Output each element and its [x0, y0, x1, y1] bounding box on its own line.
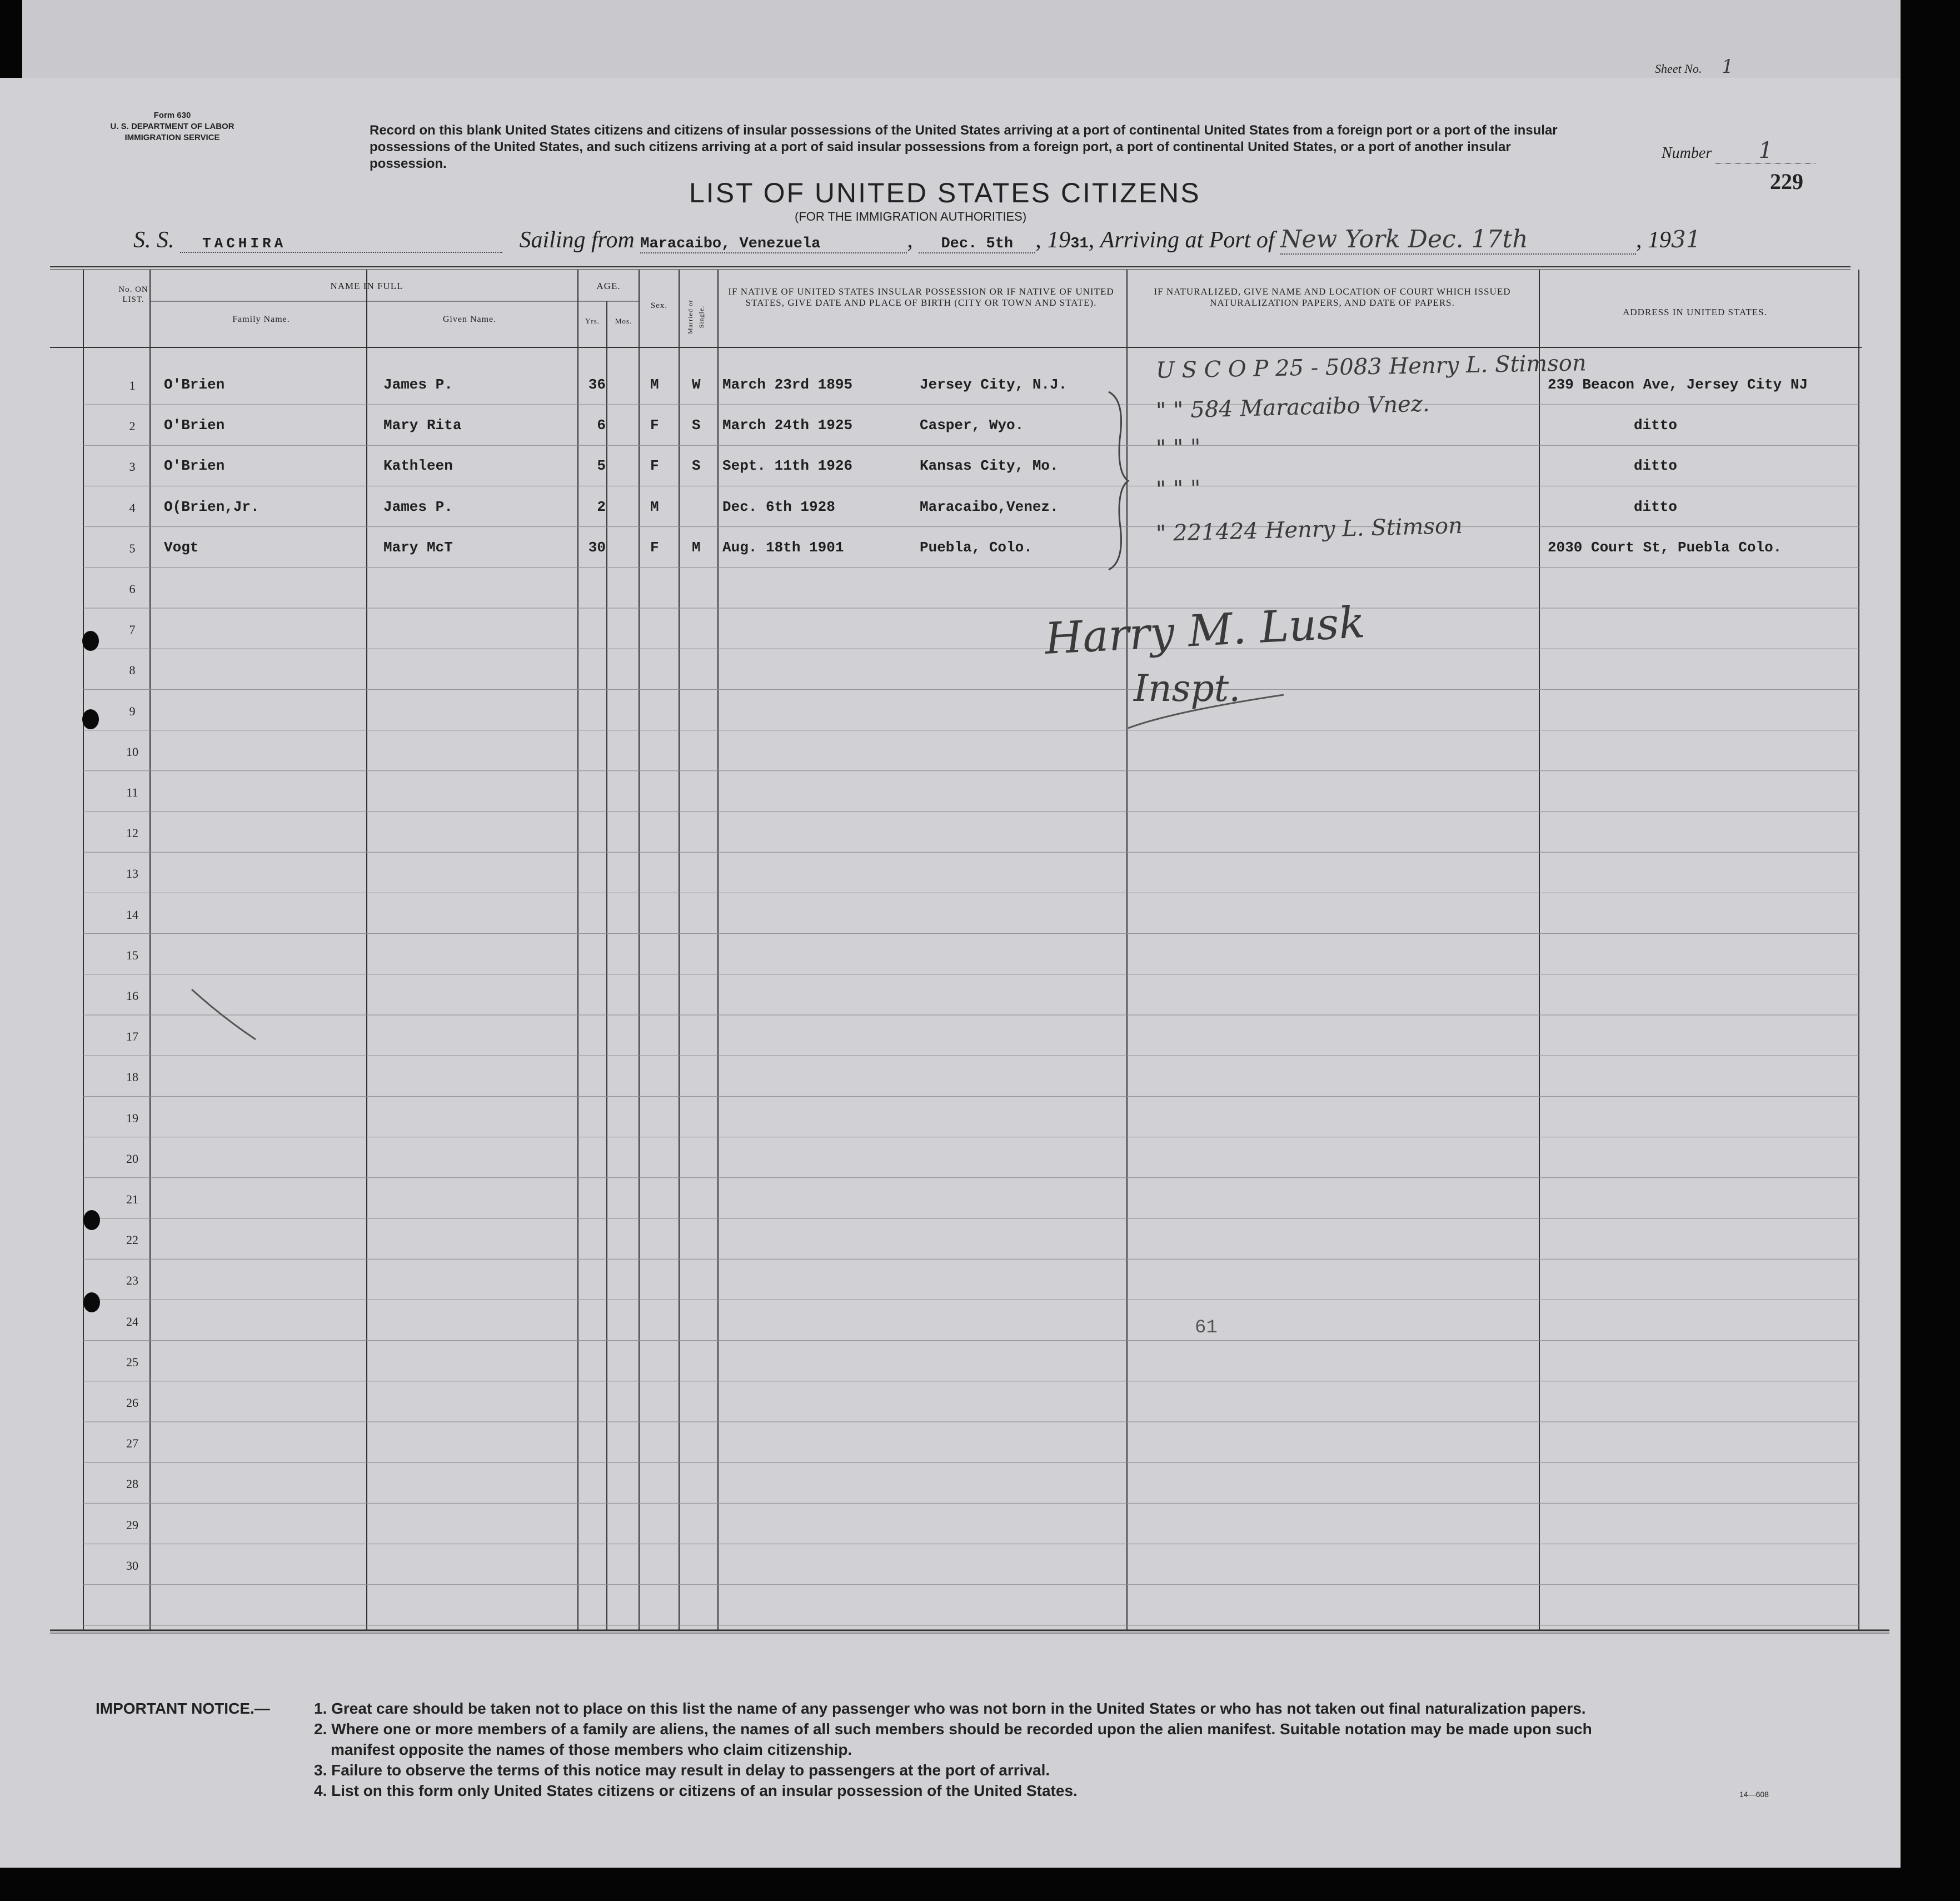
- cell-given-name: Mary Rita: [383, 417, 462, 434]
- cell-married-single: W: [692, 376, 701, 393]
- arr-year-suffix: 31: [1671, 226, 1701, 253]
- notice-item-4: 4. List on this form only United States citizens or citizens of an insular possession of the United States.: [314, 1782, 1078, 1799]
- cell-sex: F: [650, 457, 659, 475]
- ss-label: S. S.: [133, 227, 174, 253]
- row-number: 10: [126, 744, 138, 759]
- cell-family-name: O'Brien: [164, 417, 225, 434]
- cell-sex: M: [650, 498, 659, 515]
- inspector-signature: Harry M. Lusk: [1044, 597, 1366, 665]
- page-mark: 61: [1195, 1317, 1218, 1338]
- row-number: 12: [126, 826, 138, 840]
- sheet-label: [1655, 56, 1733, 78]
- sheet-label-text: Sheet No.: [1655, 62, 1702, 76]
- table-grid: [0, 78, 1901, 1868]
- cell-sex: F: [650, 417, 659, 434]
- stamp-number: 229: [1770, 169, 1803, 194]
- cell-family-name: O(Brien,Jr.: [164, 498, 260, 515]
- row-number: 13: [126, 867, 138, 881]
- cell-address: ditto: [1634, 498, 1678, 515]
- cell-sex: F: [650, 539, 659, 556]
- row-number: 2: [129, 419, 136, 434]
- punch-hole: [83, 1210, 100, 1230]
- signature-underline: [1123, 673, 1289, 739]
- row-number: 30: [126, 1558, 138, 1572]
- row-number: 14: [126, 907, 138, 922]
- cell-naturalization: " " ": [1155, 435, 1201, 462]
- row-number: 5: [129, 541, 136, 555]
- header-yrs: Yrs.: [585, 317, 600, 325]
- inspector-title: Inspt.: [1134, 667, 1241, 710]
- cell-birth-place: Kansas City, Mo.: [920, 457, 1059, 475]
- row-number: 24: [126, 1314, 138, 1328]
- cell-address: 2030 Court St, Puebla Colo.: [1548, 539, 1782, 556]
- cell-naturalization: " " 584 Maracaibo Vnez.: [1155, 391, 1430, 424]
- page-title: LIST OF UNITED STATES CITIZENS: [689, 177, 1201, 208]
- header-mos: Mos.: [615, 317, 632, 325]
- cell-given-name: Mary McT: [383, 539, 453, 556]
- row-number: 21: [126, 1192, 138, 1206]
- row-number: 16: [126, 989, 138, 1003]
- form-department: U. S. DEPARTMENT OF LABOR: [110, 122, 235, 131]
- sailing-from: Maracaibo, Venezuela: [640, 236, 907, 253]
- stray-pencil-mark: [189, 984, 267, 1045]
- cell-age-years: 2: [597, 498, 606, 515]
- row-number: 15: [126, 948, 138, 962]
- cell-family-name: Vogt: [164, 539, 199, 556]
- notice-item-3: 3. Failure to observe the terms of this notice may result in delay to passengers at the port of arrival.: [314, 1761, 1050, 1779]
- row-number: 29: [126, 1517, 138, 1532]
- punch-hole: [82, 709, 99, 729]
- header-given: Given Name.: [442, 315, 497, 324]
- notice-item-2b: manifest opposite the names of those members who claim citizenship.: [331, 1741, 852, 1758]
- row-number: 27: [126, 1436, 138, 1451]
- cell-married-single: S: [692, 457, 701, 475]
- cell-given-name: James P.: [383, 498, 453, 515]
- cell-age-years: 30: [588, 539, 606, 556]
- notice-label: IMPORTANT NOTICE.—: [96, 1700, 270, 1717]
- cell-age-years: 5: [597, 457, 606, 475]
- form-code: 14—608: [1739, 1790, 1769, 1799]
- page-subtitle: (FOR THE IMMIGRATION AUTHORITIES): [795, 210, 1027, 223]
- header-name-in-full: NAME IN FULL: [330, 281, 403, 291]
- cell-birth-date: Aug. 18th 1901: [722, 539, 844, 556]
- header-naturalized: IF NATURALIZED, GIVE NAME AND LOCATION OF COURT WHICH ISSUED NATURALIZATION PAPERS, AND DATE OF PAPERS.: [1154, 286, 1511, 308]
- manifest-sheet: [0, 78, 1901, 1868]
- cell-naturalization: U S C O P 25 - 5083 Henry L. Stimson: [1155, 350, 1587, 384]
- cell-birth-place: Puebla, Colo.: [920, 539, 1033, 556]
- row-number: 3: [129, 460, 136, 474]
- punch-hole: [82, 631, 99, 651]
- arriving-label: Arriving at Port of: [1100, 227, 1275, 253]
- cell-given-name: Kathleen: [383, 457, 453, 475]
- sailing-date: Dec. 5th: [919, 236, 1035, 253]
- notice-item-2: 2. Where one or more members of a family are aliens, the names of all such members should be recorded upon the alien manifest. Suitable notation may be made upon such: [314, 1720, 1592, 1738]
- cell-naturalization: " 221424 Henry L. Stimson: [1155, 512, 1463, 547]
- header-married: Married or Single.: [686, 300, 705, 334]
- number-label: Number: [1662, 145, 1712, 162]
- instructions: Record on this blank United States citizens and citizens of insular possessions of the United States arriving at a port of continental United States from a foreign port or a port of the insular possessions of the United States, and such citizens arriving at a port of said insular possessions from a foreign port, a port of continental United States, or a port of another insular possession.: [370, 123, 1558, 171]
- ship-name: TACHIRA: [180, 235, 502, 253]
- cell-birth-date: March 23rd 1895: [722, 376, 853, 393]
- row-number: 19: [126, 1111, 138, 1125]
- row-number: 1: [129, 379, 136, 392]
- row-number: 20: [126, 1151, 138, 1166]
- row-number: 28: [126, 1477, 138, 1491]
- cell-family-name: O'Brien: [164, 457, 225, 475]
- number-value: 1: [1758, 138, 1773, 163]
- cell-married-single: S: [692, 417, 701, 434]
- row-number: 11: [126, 785, 138, 799]
- row-number: 7: [129, 623, 136, 637]
- cell-age-years: 6: [597, 417, 606, 434]
- row-number: 23: [126, 1273, 138, 1288]
- row-number: 17: [126, 1029, 138, 1044]
- sheet-number: 1: [1721, 56, 1734, 78]
- header-family: Family Name.: [232, 315, 290, 324]
- header-sex: Sex.: [650, 301, 668, 310]
- row-number: 6: [129, 582, 136, 596]
- notice-item-1: 1. Great care should be taken not to place on this list the name of any passenger who was not born in the United States or who has not taken out final naturalization papers.: [314, 1700, 1586, 1717]
- header-address: ADDRESS IN UNITED STATES.: [1623, 307, 1767, 317]
- punch-hole: [83, 1292, 100, 1312]
- header-age: AGE.: [596, 281, 621, 291]
- cell-birth-place: Jersey City, N.J.: [920, 376, 1068, 393]
- row-number: 25: [126, 1355, 138, 1369]
- cell-naturalization: " " ": [1155, 475, 1201, 502]
- cell-birth-date: Dec. 6th 1928: [722, 498, 835, 515]
- cell-birth-place: Maracaibo,Venez.: [920, 498, 1059, 515]
- year-prefix: 19: [1047, 227, 1071, 253]
- cell-married-single: M: [692, 539, 701, 556]
- row-number: 22: [126, 1233, 138, 1247]
- arrival-port-date: New York Dec. 17th: [1280, 225, 1636, 255]
- voyage-line: S. S. TACHIRA Sailing from Maracaibo, Venezuela , Dec. 5th , 1931, Arriving at Port of New York Dec. 17th , 1931: [133, 225, 1701, 253]
- cell-address: 239 Beacon Ave, Jersey City NJ: [1548, 376, 1808, 393]
- cell-age-years: 36: [588, 376, 606, 393]
- cell-sex: M: [650, 376, 659, 393]
- arr-year-prefix: 19: [1648, 227, 1672, 253]
- row-number: 8: [129, 663, 136, 678]
- form-number: Form 630: [153, 111, 191, 120]
- brace-mark: [1103, 389, 1136, 573]
- row-number: 18: [126, 1070, 138, 1084]
- row-number: 26: [126, 1396, 138, 1410]
- row-number: 4: [129, 500, 136, 515]
- cell-birth-date: Sept. 11th 1926: [722, 457, 853, 475]
- year-suffix: 31: [1070, 236, 1089, 252]
- cell-birth-date: March 24th 1925: [722, 417, 853, 434]
- cell-address: ditto: [1634, 457, 1678, 475]
- form-service: IMMIGRATION SERVICE: [124, 133, 220, 142]
- header-birth: IF NATIVE OF UNITED STATES INSULAR POSSESSION OR IF NATIVE OF UNITED STATES, GIVE DATE AND PLACE OF BIRTH (CITY OR TOWN AND STATE).: [728, 286, 1114, 308]
- cell-address: ditto: [1634, 417, 1678, 434]
- row-number: 9: [129, 704, 136, 718]
- cell-birth-place: Casper, Wyo.: [920, 417, 1024, 434]
- sailing-label: Sailing from: [519, 227, 635, 253]
- cell-family-name: O'Brien: [164, 376, 225, 393]
- header-no: No. ON LIST.: [118, 285, 148, 304]
- cell-given-name: James P.: [383, 376, 453, 393]
